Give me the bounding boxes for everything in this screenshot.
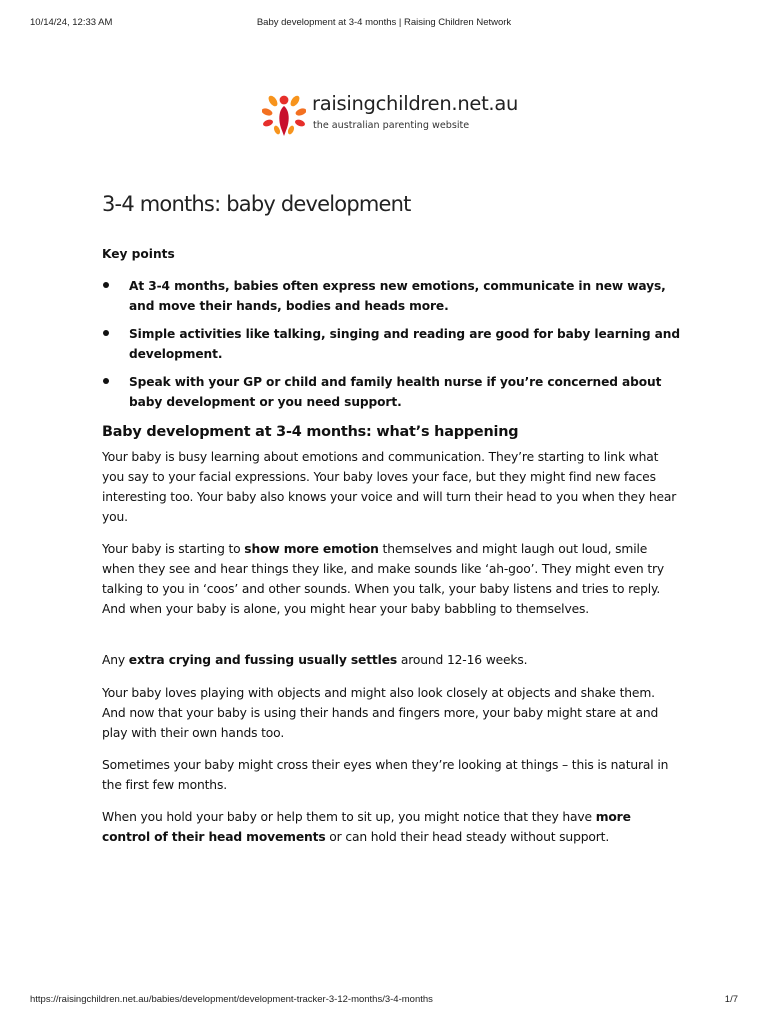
section-heading: Baby development at 3-4 months: what’s happening — [102, 424, 519, 440]
print-page-title: Baby development at 3-4 months | Raising Children Network — [256, 17, 512, 28]
key-points-list — [102, 276, 682, 420]
paragraph-playing-objects: Your baby loves playing with objects and might also look closely at objects and shake them. And now that your baby is using their hands and fingers more, your baby might stare at and play with their own hands too. — [102, 686, 659, 740]
paragraph-crossed-eyes: Sometimes your baby might cross their eyes when they’re looking at things – this is natural in the first few months. — [102, 758, 669, 792]
print-header — [30, 17, 738, 31]
print-url[interactable]: https://raisingchildren.net.au/babies/development/development-tracker-3-12-months/3-4-months — [30, 994, 433, 1005]
key-point-item — [102, 276, 682, 316]
print-datetime: 10/14/24, 12:33 AM — [30, 17, 113, 28]
paragraph-crying-settles — [102, 651, 682, 671]
paragraph-text: around 12-16 weeks. — [397, 653, 528, 667]
key-point-item — [102, 324, 682, 364]
bullet-icon — [103, 330, 109, 336]
paragraph-text: Any — [102, 653, 129, 667]
page-title: 3-4 months: baby development — [102, 192, 411, 216]
bullet-icon — [103, 378, 109, 384]
print-footer — [30, 994, 738, 1008]
paragraph-emotions-communication: Your baby is busy learning about emotions and communication. They’re starting to link what you say to your facial expressions. Your baby loves your face, but they might find new faces interesting too. Your baby also knows your voice and will turn their head to you when they hear you. — [102, 450, 677, 524]
raising-children-logo-icon — [262, 92, 306, 138]
bullet-icon — [103, 282, 109, 288]
paragraph-text: Your baby is starting to — [102, 542, 245, 556]
logo-tagline: the australian parenting website — [313, 120, 470, 131]
bold-phrase: more control of their head movements — [102, 810, 631, 844]
logo-wordmark: raisingchildren.net.au — [312, 92, 519, 115]
key-point-item — [102, 372, 682, 412]
site-logo[interactable] — [262, 92, 522, 138]
print-page-number: 1/7 — [724, 994, 738, 1005]
bold-phrase: extra crying and fussing usually settles — [128, 653, 398, 667]
key-points-heading: Key points — [102, 247, 175, 261]
paragraph-text: or can hold their head steady without support. — [325, 829, 610, 844]
bold-phrase: show more emotion — [244, 542, 379, 556]
key-point-text: At 3-4 months, babies often express new emotions, communicate in new ways, and move their hands, bodies and heads more. — [129, 279, 666, 313]
paragraph-text: When you hold your baby or help them to sit up, you might notice that they have — [102, 810, 596, 824]
paragraph-head-control — [102, 808, 682, 848]
key-point-text: Simple activities like talking, singing and reading are good for baby learning and development. — [129, 327, 680, 361]
paragraph-show-emotion — [102, 540, 682, 620]
paragraph-text: themselves and might laugh out loud, smile when they see and hear things they like, and make sounds like ‘ah-goo’. They might even try talking to you in ‘coos’ and other sounds. When you talk, your baby listens and tries to reply. And when your baby is alone, you might hear your baby babbling to themselves. — [102, 542, 665, 616]
key-point-text: Speak with your GP or child and family health nurse if you’re concerned about baby development or you need support. — [129, 375, 662, 409]
